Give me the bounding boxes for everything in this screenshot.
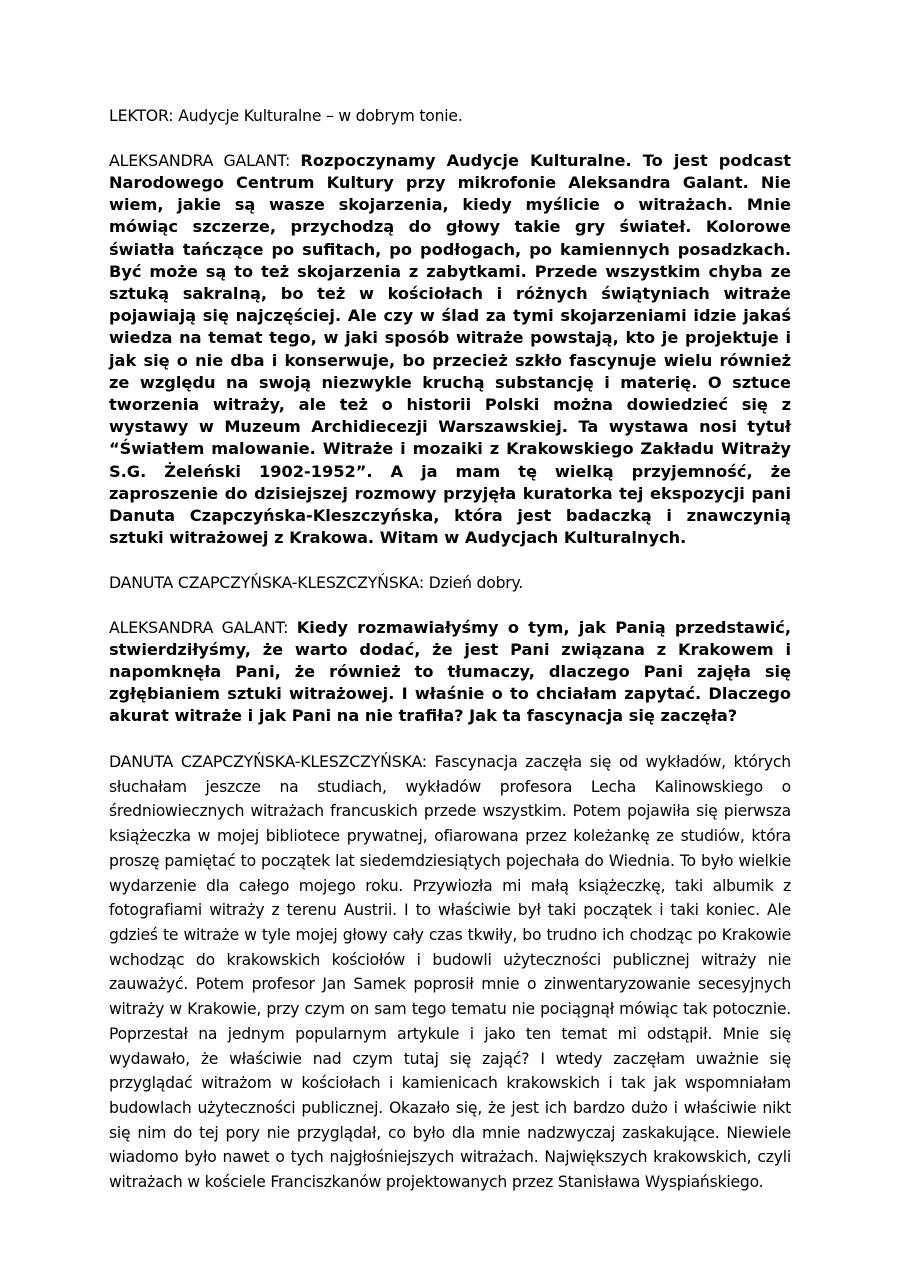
speaker-name: DANUTA CZAPCZYŃSKA-KLESZCZYŃSKA: xyxy=(109,752,427,772)
speaker-name: ALEKSANDRA GALANT: xyxy=(109,617,289,637)
speech-text: Kiedy rozmawiałyśmy o tym, jak Panią przedstawić, stwierdziłyśmy, że warto dodać, że jest Pani związana z Krakowem i napomknęła Pani, że również to tłumaczy, dlaczego Pani zajęła się zgłębianiem sztuki witrażowej. I właśnie o to chciałam zapytać. Dlaczego akurat witraże i jak Pani na nie trafiła? Jak ta fascynacja się zaczęła? xyxy=(109,617,791,726)
speaker-name: ALEKSANDRA GALANT: xyxy=(109,150,291,170)
paragraph-guest-answer xyxy=(109,750,791,1195)
speech-text: Rozpoczynamy Audycje Kulturalne. To jest podcast Narodowego Centrum Kultury przy mikrofonie Aleksandra Galant. Nie wiem, jakie są wasze skojarzenia, kiedy myślicie o witrażach. Mnie mówiąc szczerze, przychodzą do głowy takie gry świateł. Kolorowe światła tańczące po sufitach, po podłogach, po kamiennych posadzkach. Być może są to też skojarzenia z zabytkami. Przede wszystkim chyba ze sztuką sakralną, bo też w kościołach i różnych świątyniach witraże pojawiają się najczęściej. Ale czy w ślad za tymi skojarzeniami idzie jakaś wiedza na temat tego, w jaki sposób witraże powstają, kto je projektuje i jak się o nie dba i konserwuje, bo przecież szkło fascynuje wielu również ze względu na swoją niezwykle kruchą substancję i materię. O sztuce tworzenia witraży, ale też o historii Polski można dowiedzieć się z wystawy w Muzeum Archidiecezji Warszawskiej. Ta wystawa nosi tytuł “Światłem malowanie. Witraże i mozaiki z Krakowskiego Zakładu Witraży S.G. Żeleński 1902-1952”. A ja mam tę wielką przyjemność, że zaproszenie do dzisiejszej rozmowy przyjęła kuratorka tej ekspozycji pani Danuta Czapczyńska-Kleszczyńska, która jest badaczką i znawczynią sztuki witrażowej z Krakowa. Witam w Audycjach Kulturalnych. xyxy=(109,150,791,548)
speech-text: Audycje Kulturalne – w dobrym tonie. xyxy=(178,107,463,125)
paragraph-host-intro xyxy=(109,150,791,550)
speech-text: Fascynacja zaczęła się od wykładów, których słuchałam jeszcze na studiach, wykładów profesora Lecha Kalinowskiego o średniowiecznych witrażach francuskich przede wszystkim. Potem pojawiła się pierwsza książeczka w mojej bibliotece prywatnej, ofiarowana przez koleżankę ze studiów, która proszę pamiętać to początek lat siedemdziesiątych pojechała do Wiednia. To było wielkie wydarzenie dla całego mojego roku. Przywiozła mi małą książeczkę, taki albumik z fotografiami witraży z terenu Austrii. I to właściwie był taki początek i taki koniec. Ale gdzieś te witraże w tyle mojej głowy cały czas tkwiły, bo trudno ich chodząc po Krakowie wchodząc do krakowskich kościołów i budowli użyteczności publicznej witraży nie zauważyć. Potem profesor Jan Samek poprosił mnie o zinwentaryzowanie secesyjnych witraży w Krakowie, przy czym on sam tego tematu nie pociągnął mówiąc tak potocznie. Poprzestał na jednym popularnym artykule i jako ten temat mi odstąpił. Mnie się wydawało, że właściwie nad czym tutaj się zająć? I wtedy zaczęłam uważnie się przyglądać witrażom w kościołach i kamienicach krakowskich i tak jak wspomniałam budowlach użyteczności publicznej. Okazało się, że jest ich bardzo dużo i właściwie nikt się nim do tej pory nie przyglądał, co było dla mnie nadzwyczaj zaskakujące. Niewiele wiadomo było nawet o tych najgłośniejszych witrażach. Największych krakowskich, czyli witrażach w kościele Franciszkanów projektowanych przez Stanisława Wyspiańskiego. xyxy=(109,753,791,1192)
paragraph-guest-greeting xyxy=(109,572,791,594)
speaker-name: DANUTA CZAPCZYŃSKA-KLESZCZYŃSKA: xyxy=(109,572,424,592)
paragraph-lektor xyxy=(109,105,791,127)
paragraph-host-question xyxy=(109,617,791,728)
speaker-name: LEKTOR: xyxy=(109,106,174,125)
speech-text: Dzień dobry. xyxy=(428,573,524,592)
